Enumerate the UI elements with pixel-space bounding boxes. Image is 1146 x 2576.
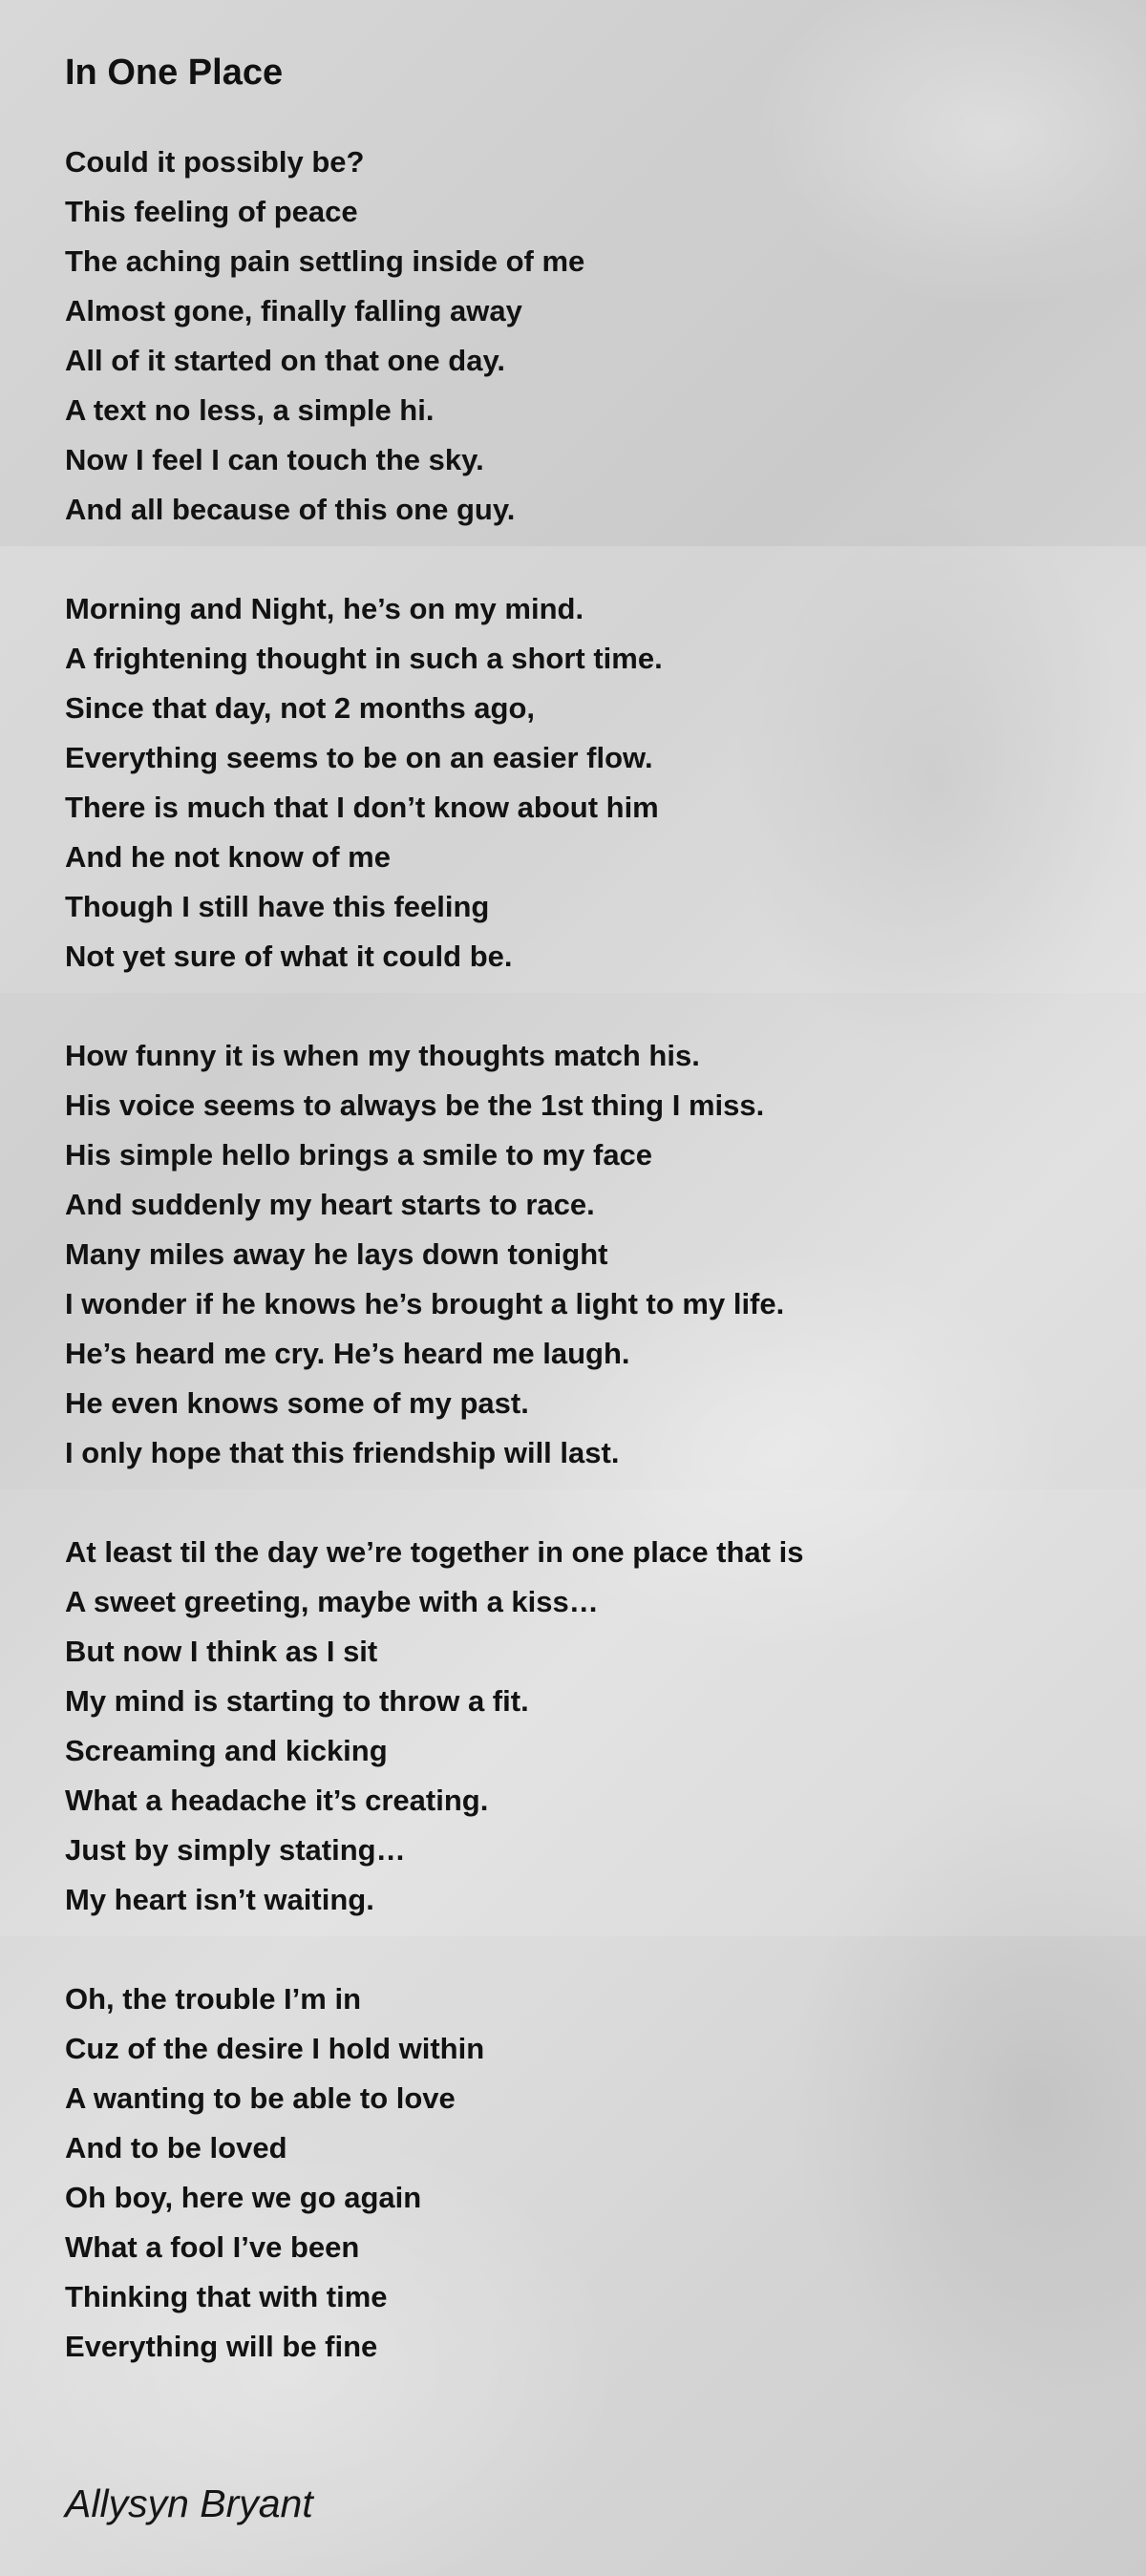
poem-line: Morning and Night, he’s on my mind.	[65, 592, 584, 625]
poem-content	[65, 46, 1096, 2421]
poem-line: This feeling of peace	[65, 195, 358, 228]
poem-line: Cuz of the desire I hold within	[65, 2032, 485, 2065]
poem-line: Though I still have this feeling	[65, 890, 490, 923]
stanza-3	[65, 1031, 1096, 1478]
poem-line: A frightening thought in such a short time.	[65, 642, 663, 675]
poem-title: In One Place	[65, 53, 284, 93]
poem-line: Not yet sure of what it could be.	[65, 940, 513, 973]
poem-line: Thinking that with time	[65, 2280, 388, 2313]
poem-line: And to be loved	[65, 2131, 287, 2164]
poem-line: I wonder if he knows he’s brought a light to my life.	[65, 1287, 785, 1320]
poem-line: But now I think as I sit	[65, 1635, 378, 1668]
poem-line: Just by simply stating…	[65, 1833, 406, 1867]
poem-line: There is much that I don’t know about him	[65, 791, 659, 824]
poem-line: And suddenly my heart starts to race.	[65, 1188, 595, 1221]
poem-line: At least til the day we’re together in one place that is	[65, 1535, 804, 1569]
poem-line: My heart isn’t waiting.	[65, 1883, 374, 1916]
poem-line: He even knows some of my past.	[65, 1386, 529, 1420]
poem-line: A sweet greeting, maybe with a kiss…	[65, 1585, 599, 1618]
poem-line: He’s heard me cry. He’s heard me laugh.	[65, 1337, 630, 1370]
stanza-2	[65, 584, 1096, 982]
stanza-5	[65, 1974, 1096, 2372]
stanza-1	[65, 137, 1096, 535]
poem-line: Since that day, not 2 months ago,	[65, 691, 536, 725]
poem-line: Many miles away he lays down tonight	[65, 1237, 608, 1271]
poem-line: Almost gone, finally falling away	[65, 294, 522, 327]
poem-line: What a headache it’s creating.	[65, 1784, 489, 1817]
poem-line: Everything seems to be on an easier flow.	[65, 741, 653, 774]
poem-line: A text no less, a simple hi.	[65, 393, 435, 427]
poem-line: Everything will be fine	[65, 2330, 378, 2363]
poem-author: Allysyn Bryant	[65, 2481, 313, 2525]
poem-line: A wanting to be able to love	[65, 2081, 456, 2115]
poem-line: I only hope that this friendship will last.	[65, 1436, 620, 1469]
poem-line: All of it started on that one day.	[65, 344, 506, 377]
stanza-4	[65, 1528, 1096, 1925]
poem-line: My mind is starting to throw a fit.	[65, 1684, 529, 1718]
poem-line: What a fool I’ve been	[65, 2230, 360, 2264]
poem-line: His simple hello brings a smile to my face	[65, 1138, 653, 1172]
poem-line: His voice seems to always be the 1st thing I miss.	[65, 1088, 765, 1122]
poem-line: How funny it is when my thoughts match his.	[65, 1039, 700, 1072]
poem-line: Oh boy, here we go again	[65, 2181, 422, 2214]
poem-line: And all because of this one guy.	[65, 493, 516, 526]
poem-line: And he not know of me	[65, 840, 391, 874]
poem-line: Could it possibly be?	[65, 145, 365, 179]
poem-line: The aching pain settling inside of me	[65, 244, 585, 278]
poem-line: Screaming and kicking	[65, 1734, 388, 1767]
poem-line: Now I feel I can touch the sky.	[65, 443, 484, 476]
poem-line: Oh, the trouble I’m in	[65, 1982, 361, 2016]
